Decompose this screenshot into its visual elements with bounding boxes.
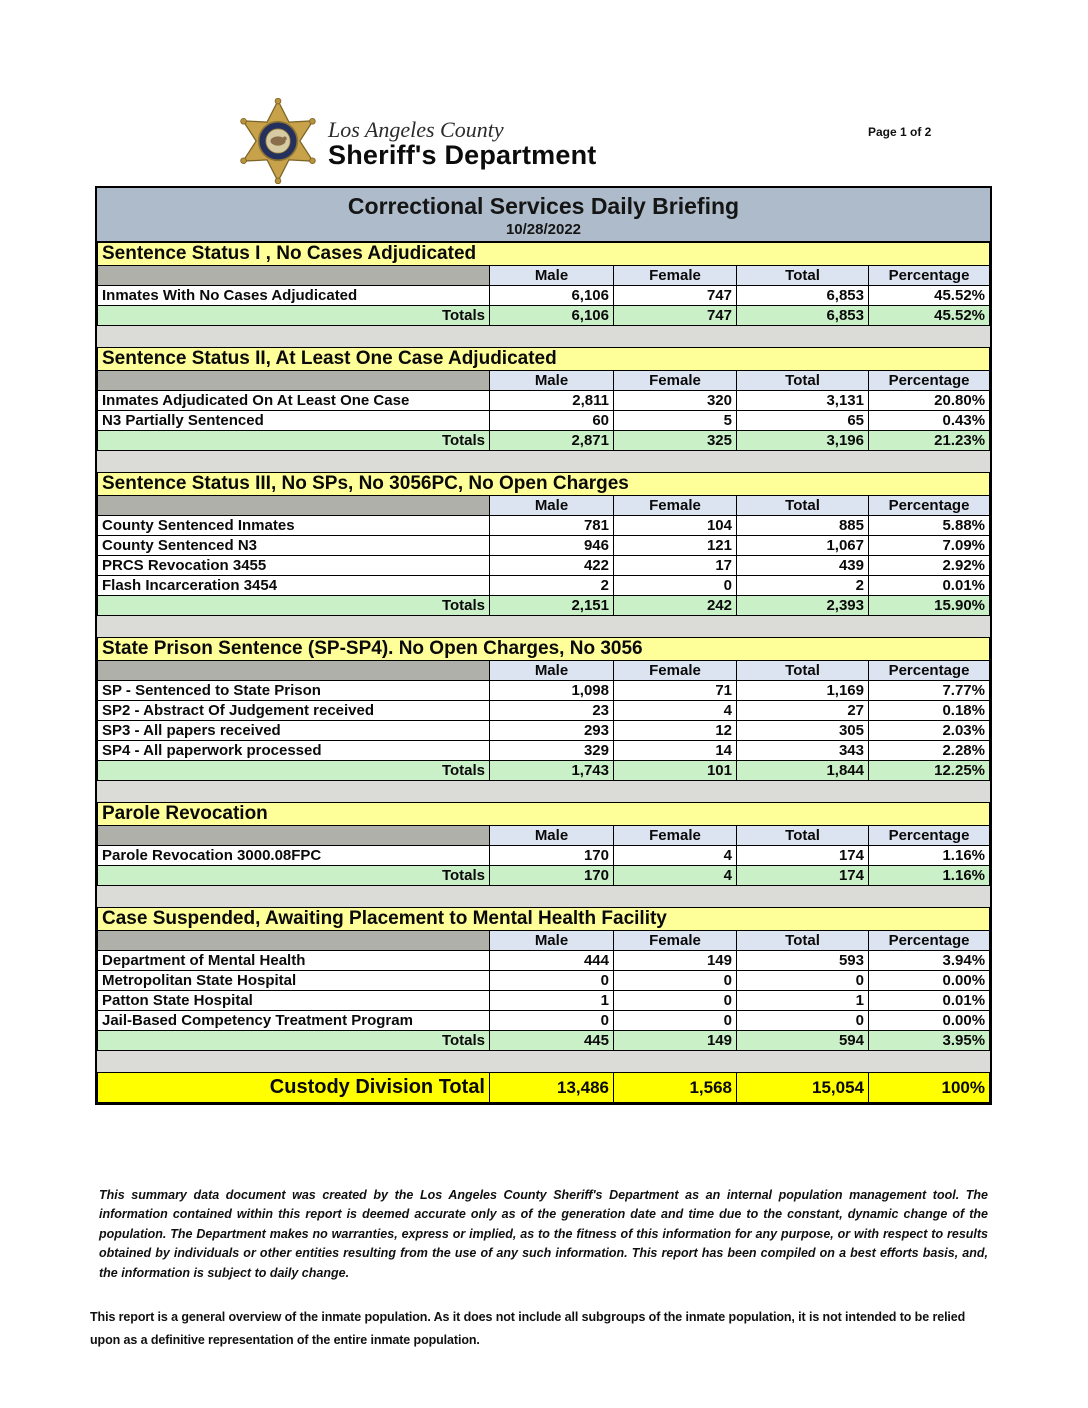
column-header-corner	[98, 266, 490, 286]
column-header-row	[98, 661, 990, 681]
row-value-female: 121	[614, 536, 737, 556]
row-value-total: 3,131	[737, 391, 869, 411]
row-value-female: 71	[614, 681, 737, 701]
row-value-male: 946	[490, 536, 614, 556]
section-table-1	[97, 242, 990, 326]
totals-label: Totals	[98, 431, 490, 451]
totals-row	[98, 1031, 990, 1051]
section-title-row	[98, 348, 990, 371]
section-table-6	[97, 907, 990, 1051]
row-value-female: 5	[614, 411, 737, 431]
row-value-female: 0	[614, 991, 737, 1011]
table-row	[98, 516, 990, 536]
page-indicator: Page 1 of 2	[868, 125, 932, 139]
row-value-percentage: 0.00%	[869, 971, 990, 991]
disclaimer-text: This summary data document was created by the Los Angeles County Sheriff's Department as an internal population management tool. The information contained within this report is deemed accurate only as of the generation date and time due to the constant, dynamic change of the population. The Department makes no warranties, express or implied, as to the fitness of this information for any purpose, or with respect to results obtained by individuals or other entities resulting from the use of any such information. This report has been compiled on a best efforts basis, and, the information is subject to daily change.	[99, 1188, 988, 1280]
column-header-percentage: Percentage	[869, 931, 990, 951]
row-value-total: 65	[737, 411, 869, 431]
section-table-5	[97, 802, 990, 886]
row-label: SP2 - Abstract Of Judgement received	[98, 701, 490, 721]
row-value-total: 593	[737, 951, 869, 971]
row-value-total: 343	[737, 741, 869, 761]
column-header-corner	[98, 661, 490, 681]
grand-total-value-total: 15,054	[737, 1073, 869, 1103]
totals-value-female: 4	[614, 866, 737, 886]
row-value-female: 0	[614, 1011, 737, 1031]
report-date: 10/28/2022	[505, 221, 582, 238]
row-value-male: 781	[490, 516, 614, 536]
row-value-percentage: 7.77%	[869, 681, 990, 701]
totals-row	[98, 761, 990, 781]
row-value-female: 17	[614, 556, 737, 576]
section-table-4	[97, 637, 990, 781]
section-gap	[97, 451, 990, 472]
column-header-male: Male	[490, 496, 614, 516]
table-row	[98, 391, 990, 411]
column-header-total: Total	[737, 266, 869, 286]
row-value-percentage: 2.92%	[869, 556, 990, 576]
totals-row	[98, 866, 990, 886]
row-label: Patton State Hospital	[98, 991, 490, 1011]
totals-value-total: 6,853	[737, 306, 869, 326]
table-row	[98, 971, 990, 991]
section-gap	[97, 1051, 990, 1072]
row-value-total: 6,853	[737, 286, 869, 306]
column-header-female: Female	[614, 661, 737, 681]
totals-value-total: 594	[737, 1031, 869, 1051]
totals-row	[98, 306, 990, 326]
row-value-total: 439	[737, 556, 869, 576]
column-header-percentage: Percentage	[869, 371, 990, 391]
row-value-female: 4	[614, 846, 737, 866]
totals-value-total: 2,393	[737, 596, 869, 616]
totals-row	[98, 596, 990, 616]
row-value-percentage: 45.52%	[869, 286, 990, 306]
row-label: Department of Mental Health	[98, 951, 490, 971]
column-header-female: Female	[614, 496, 737, 516]
row-label: SP3 - All papers received	[98, 721, 490, 741]
column-header-row	[98, 371, 990, 391]
row-value-percentage: 0.01%	[869, 991, 990, 1011]
totals-label: Totals	[98, 866, 490, 886]
column-header-total: Total	[737, 371, 869, 391]
row-value-percentage: 0.01%	[869, 576, 990, 596]
table-row	[98, 536, 990, 556]
row-value-female: 0	[614, 576, 737, 596]
table-row	[98, 556, 990, 576]
row-label: Flash Incarceration 3454	[98, 576, 490, 596]
section-title: Parole Revocation	[98, 803, 990, 826]
row-value-male: 170	[490, 846, 614, 866]
sheriff-badge-icon	[236, 98, 320, 184]
column-header-total: Total	[737, 826, 869, 846]
grand-total-table	[97, 1072, 990, 1103]
totals-value-percentage: 12.25%	[869, 761, 990, 781]
totals-value-male: 1,743	[490, 761, 614, 781]
row-value-percentage: 0.18%	[869, 701, 990, 721]
row-label: Inmates With No Cases Adjudicated	[98, 286, 490, 306]
totals-label: Totals	[98, 1031, 490, 1051]
logo-county-line: Los Angeles County	[328, 117, 504, 142]
totals-value-female: 747	[614, 306, 737, 326]
row-value-male: 2	[490, 576, 614, 596]
row-value-female: 747	[614, 286, 737, 306]
footnote-text: This report is a general overview of the inmate population. As it does not include all subgroups of the inmate population, it is not intended to be relied upon as a definitive representation of the entire inmate population.	[90, 1310, 966, 1347]
column-header-percentage: Percentage	[869, 496, 990, 516]
row-value-male: 329	[490, 741, 614, 761]
totals-value-percentage: 15.90%	[869, 596, 990, 616]
column-header-percentage: Percentage	[869, 661, 990, 681]
report-title: Correctional Services Daily Briefing	[347, 193, 740, 219]
column-header-male: Male	[490, 931, 614, 951]
totals-label: Totals	[98, 761, 490, 781]
section-table-2	[97, 347, 990, 451]
column-header-row	[98, 496, 990, 516]
row-value-percentage: 0.43%	[869, 411, 990, 431]
column-header-male: Male	[490, 661, 614, 681]
totals-value-total: 174	[737, 866, 869, 886]
section-title-row	[98, 243, 990, 266]
row-value-total: 885	[737, 516, 869, 536]
grand-total-value-male: 13,486	[490, 1073, 614, 1103]
row-value-total: 305	[737, 721, 869, 741]
totals-value-male: 6,106	[490, 306, 614, 326]
row-value-male: 1,098	[490, 681, 614, 701]
section-table-3	[97, 472, 990, 616]
column-header-corner	[98, 371, 490, 391]
row-label: County Sentenced N3	[98, 536, 490, 556]
table-row	[98, 991, 990, 1011]
row-value-total: 0	[737, 971, 869, 991]
totals-value-female: 101	[614, 761, 737, 781]
column-header-percentage: Percentage	[869, 266, 990, 286]
row-value-female: 12	[614, 721, 737, 741]
section-gap	[97, 326, 990, 347]
row-value-male: 6,106	[490, 286, 614, 306]
row-value-female: 104	[614, 516, 737, 536]
totals-value-female: 242	[614, 596, 737, 616]
section-title: Sentence Status II, At Least One Case Adjudicated	[98, 348, 990, 371]
column-header-female: Female	[614, 931, 737, 951]
row-label: N3 Partially Sentenced	[98, 411, 490, 431]
section-title-row	[98, 473, 990, 496]
column-header-total: Total	[737, 661, 869, 681]
totals-value-percentage: 3.95%	[869, 1031, 990, 1051]
column-header-row	[98, 266, 990, 286]
column-header-total: Total	[737, 931, 869, 951]
row-value-male: 2,811	[490, 391, 614, 411]
row-value-percentage: 5.88%	[869, 516, 990, 536]
section-gap	[97, 886, 990, 907]
row-value-male: 422	[490, 556, 614, 576]
totals-value-female: 325	[614, 431, 737, 451]
section-gap	[97, 616, 990, 637]
row-value-percentage: 20.80%	[869, 391, 990, 411]
row-value-percentage: 3.94%	[869, 951, 990, 971]
logo-department-line: Sheriff's Department	[328, 140, 597, 170]
row-value-percentage: 2.28%	[869, 741, 990, 761]
column-header-total: Total	[737, 496, 869, 516]
row-value-total: 0	[737, 1011, 869, 1031]
row-value-female: 149	[614, 951, 737, 971]
title-bar	[97, 188, 990, 242]
totals-value-total: 1,844	[737, 761, 869, 781]
row-value-male: 1	[490, 991, 614, 1011]
table-row	[98, 701, 990, 721]
totals-label: Totals	[98, 306, 490, 326]
grand-total-row	[98, 1073, 990, 1103]
column-header-corner	[98, 931, 490, 951]
row-label: SP - Sentenced to State Prison	[98, 681, 490, 701]
table-row	[98, 411, 990, 431]
totals-label: Totals	[98, 596, 490, 616]
totals-row	[98, 431, 990, 451]
totals-value-percentage: 45.52%	[869, 306, 990, 326]
column-header-corner	[98, 496, 490, 516]
column-header-female: Female	[614, 371, 737, 391]
totals-value-male: 170	[490, 866, 614, 886]
section-title-row	[98, 908, 990, 931]
row-value-total: 1,169	[737, 681, 869, 701]
grand-total-value-percentage: 100%	[869, 1073, 990, 1103]
report-sections	[97, 242, 990, 1103]
table-row	[98, 681, 990, 701]
row-value-percentage: 2.03%	[869, 721, 990, 741]
row-label: SP4 - All paperwork processed	[98, 741, 490, 761]
table-row	[98, 721, 990, 741]
section-title: Case Suspended, Awaiting Placement to Mental Health Facility	[98, 908, 990, 931]
row-label: Parole Revocation 3000.08FPC	[98, 846, 490, 866]
section-gap	[97, 781, 990, 802]
totals-value-percentage: 21.23%	[869, 431, 990, 451]
row-label: Metropolitan State Hospital	[98, 971, 490, 991]
column-header-male: Male	[490, 371, 614, 391]
row-label: County Sentenced Inmates	[98, 516, 490, 536]
briefing-report	[95, 186, 992, 1105]
totals-value-male: 2,151	[490, 596, 614, 616]
table-row	[98, 576, 990, 596]
table-row	[98, 741, 990, 761]
row-value-male: 0	[490, 971, 614, 991]
row-value-female: 4	[614, 701, 737, 721]
table-row	[98, 1011, 990, 1031]
row-value-total: 2	[737, 576, 869, 596]
row-value-total: 27	[737, 701, 869, 721]
row-value-male: 293	[490, 721, 614, 741]
grand-total-label: Custody Division Total	[98, 1073, 490, 1103]
table-row	[98, 286, 990, 306]
section-title: Sentence Status III, No SPs, No 3056PC, No Open Charges	[98, 473, 990, 496]
column-header-male: Male	[490, 826, 614, 846]
column-header-female: Female	[614, 266, 737, 286]
row-value-male: 60	[490, 411, 614, 431]
department-logo	[236, 98, 596, 184]
section-title-row	[98, 803, 990, 826]
totals-value-female: 149	[614, 1031, 737, 1051]
row-label: PRCS Revocation 3455	[98, 556, 490, 576]
column-header-female: Female	[614, 826, 737, 846]
section-title: Sentence Status I , No Cases Adjudicated	[98, 243, 990, 266]
row-value-total: 174	[737, 846, 869, 866]
row-value-female: 320	[614, 391, 737, 411]
row-label: Inmates Adjudicated On At Least One Case	[98, 391, 490, 411]
row-label: Jail-Based Competency Treatment Program	[98, 1011, 490, 1031]
section-title-row	[98, 638, 990, 661]
column-header-row	[98, 826, 990, 846]
totals-value-total: 3,196	[737, 431, 869, 451]
table-row	[98, 951, 990, 971]
column-header-corner	[98, 826, 490, 846]
table-row	[98, 846, 990, 866]
row-value-male: 444	[490, 951, 614, 971]
row-value-percentage: 1.16%	[869, 846, 990, 866]
row-value-female: 0	[614, 971, 737, 991]
row-value-male: 0	[490, 1011, 614, 1031]
section-title: State Prison Sentence (SP-SP4). No Open Charges, No 3056	[98, 638, 990, 661]
column-header-male: Male	[490, 266, 614, 286]
column-header-percentage: Percentage	[869, 826, 990, 846]
row-value-male: 23	[490, 701, 614, 721]
row-value-total: 1,067	[737, 536, 869, 556]
row-value-percentage: 0.00%	[869, 1011, 990, 1031]
grand-total-value-female: 1,568	[614, 1073, 737, 1103]
totals-value-male: 2,871	[490, 431, 614, 451]
row-value-female: 14	[614, 741, 737, 761]
column-header-row	[98, 931, 990, 951]
row-value-percentage: 7.09%	[869, 536, 990, 556]
logo-text	[328, 111, 596, 171]
totals-value-male: 445	[490, 1031, 614, 1051]
totals-value-percentage: 1.16%	[869, 866, 990, 886]
row-value-total: 1	[737, 991, 869, 1011]
